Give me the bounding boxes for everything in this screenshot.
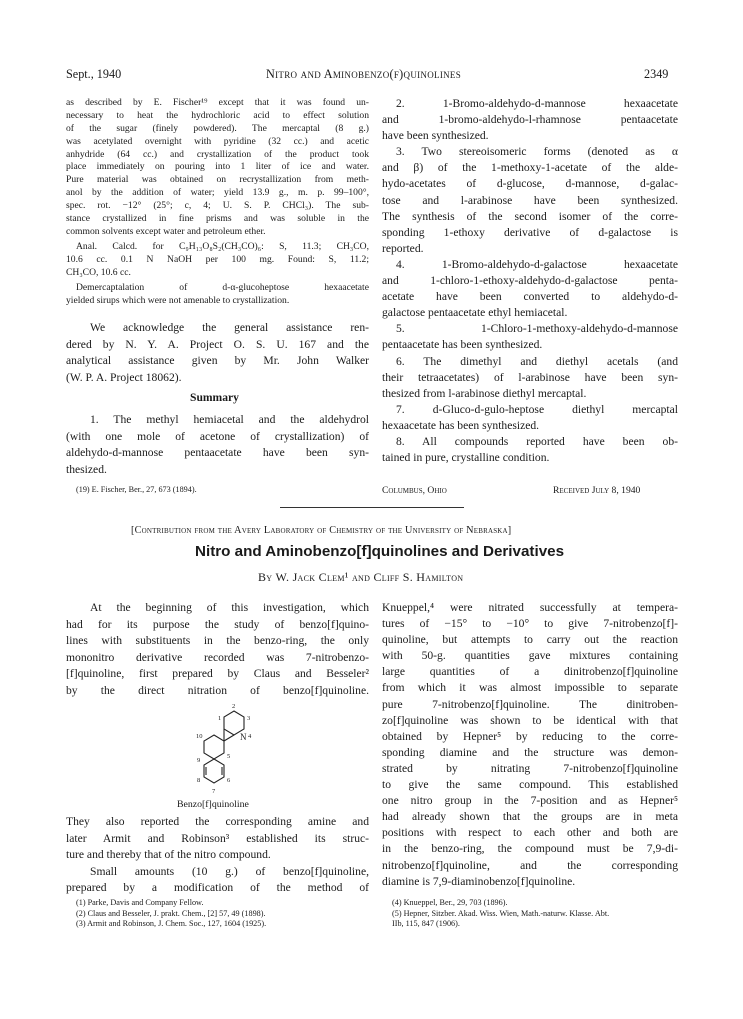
conclusion-line: hexaacetate has been synthesized. <box>382 418 540 432</box>
text-line: They also reported the corresponding amine and <box>66 815 369 828</box>
text-line: stance crystallized in fine prisms and was soluble in the <box>66 213 369 225</box>
text-line: mononitro derivative recorded was 7-nitrobenzo- <box>66 650 369 664</box>
atom-label: 5 <box>227 753 231 760</box>
text-line: place immediately on pouring into 1 liter of ice and water. <box>66 161 369 173</box>
conclusion-line: pentaacetate has been synthesized. <box>382 338 543 352</box>
article-title: Nitro and Aminobenzo[f]quinolines and Derivatives <box>195 543 565 560</box>
conclusion-line: 7. d-Gluco-d-gulo-heptose diethyl mercaptal <box>396 402 678 416</box>
analysis-line: 10.6 cc. 0.1 N NaOH per 100 mg. Found: S, 11.2; <box>66 253 369 265</box>
conclusion-line: and β) of the 1-methoxy-1-acetate of the alde- <box>382 161 678 175</box>
text-line: anhydride (64 cc.) and crystallization of the product took <box>66 148 369 160</box>
conclusion-line: thesized from l-arabinose diethyl mercaptal. <box>382 386 587 400</box>
footnote: (4) Knueppel, Ber., 29, 703 (1896). <box>392 898 508 907</box>
conclusion-line: 2. 1-Bromo-aldehydo-d-mannose hexaacetate <box>396 97 678 110</box>
text-line: (W. P. A. Project 18062). <box>66 370 182 384</box>
text-line: Pure material was obtained on recrystallization from meth- <box>66 174 369 186</box>
section-divider <box>280 507 464 508</box>
header-date: Sept., 1940 <box>66 67 122 81</box>
conclusion-line: acetate have been converted to aldehydo-d- <box>382 290 678 304</box>
conclusion-line: tose and l-arabinose have been synthesized. <box>382 193 678 207</box>
atom-label: 9 <box>197 757 201 764</box>
text-line: yielded sirups which were not amenable to crystallization. <box>66 294 290 306</box>
text-line: obtained by Hepner⁵ by reducing to the corre- <box>382 729 678 743</box>
footnote-19: (19) E. Fischer, Ber., 27, 673 (1894). <box>76 485 197 494</box>
text-line: analytical assistance given by Mr. John Walker <box>66 354 369 368</box>
benzo-ring <box>204 759 224 783</box>
conclusion-line: hydo-acetates of d-glucose, d-mannose, d-galac- <box>382 177 678 191</box>
left-column-top <box>66 97 369 307</box>
nitrogen-label: N <box>240 732 247 742</box>
text-line: Small amounts (10 g.) of benzo[f]quinoline, <box>90 864 369 878</box>
conclusion-line: and 1-bromo-aldehydo-l-rhamnose pentaacetate <box>382 113 678 127</box>
atom-label: 4 <box>248 733 252 740</box>
text-line: At the beginning of this investigation, which <box>90 601 369 614</box>
text-line: spec. rot. −12° (25°; c, 4; U. S. P. CHCl₃). The sub- <box>66 200 369 212</box>
conclusion-line: sponding 1-ethoxy derivative of d-galactose is <box>382 225 678 239</box>
atom-label: 7 <box>212 788 216 795</box>
text-line: pure 7-nitrobenzo[f]quinoline. The dinitroben- <box>382 697 678 711</box>
text-line: strated by nitrating 7-nitrobenzo[f]quinoline <box>382 761 678 775</box>
conclusion-line: 4. 1-Bromo-aldehydo-d-galactose hexaacetate <box>396 257 678 271</box>
footnote: IIb, 115, 847 (1906). <box>392 919 460 929</box>
text-line: from which it was almost impossible to separate <box>382 681 678 695</box>
text-line: prepared by a modification of the method of <box>66 881 369 895</box>
atom-label: 6 <box>227 777 231 784</box>
conclusion-line: 5. 1-Chloro-1-methoxy-aldehydo-d-mannose <box>396 322 678 336</box>
text-line: We acknowledge the general assistance ren- <box>90 321 369 334</box>
footnote: (2) Claus and Besseler, J. prakt. Chem., [2] 57, 49 (1898). <box>76 908 266 918</box>
conclusion-line: tained in pure, crystalline condition. <box>382 451 550 465</box>
footnote: (5) Hepner, Sitzber. Akad. Wiss. Wien, Math.-naturw. Klasse. Abt. <box>392 908 610 918</box>
summary-line: aldehydo-d-mannose pentaacetate have been syn- <box>66 446 369 460</box>
text-line: necessary to heat the hydrochloric acid to effect solution <box>66 109 369 121</box>
conclusion-line: reported. <box>382 241 424 255</box>
header-title: Nitro and Aminobenzo(f)quinolines <box>266 67 462 81</box>
right-column-top <box>382 97 678 467</box>
summary-line: thesized. <box>66 462 107 476</box>
atom-label: 2 <box>232 703 236 710</box>
signoff-received: Received July 8, 1940 <box>553 485 641 496</box>
text-line: Knueppel,⁴ were nitrated successfully at tempera- <box>382 601 678 614</box>
conclusion-line: 8. All compounds reported have been ob- <box>396 434 678 448</box>
atom-label: 10 <box>196 733 203 740</box>
text-line: anol by the addition of water; yield 13.9 g., m. p. 99–100°, <box>66 187 369 199</box>
text-line: sponding diamine and the structure was demon- <box>382 745 678 759</box>
text-line: tures of −15° to −10° to give 7-nitrobenzo[f]- <box>382 617 678 631</box>
text-line: of the sugar (finely powdered). The mercaptal (8 g.) <box>66 122 369 134</box>
text-line: to give the same compound. This established <box>382 778 678 792</box>
text-line: large quantities of a dinitrobenzo[f]quinoline <box>382 665 678 679</box>
footnotes-right <box>392 898 692 930</box>
conclusion-line: The synthesis of the second isomer of the corre- <box>382 209 678 223</box>
conclusion-line: their tetraacetates) of l-arabinose have been syn- <box>382 370 678 384</box>
text-line: in the benzo-ring, the compound must be 7,9-di- <box>382 842 678 856</box>
text-line: with 50-g. quantities gave mixtures containing <box>382 649 678 663</box>
summary-line: 1. The methyl hemiacetal and the aldehydrol <box>90 413 369 426</box>
text-line: diamine is 7,9-diaminobenzo[f]quinoline. <box>382 874 576 888</box>
middle-ring <box>204 735 224 759</box>
footnote: (3) Armit and Robinson, J. Chem. Soc., 127, 1604 (1925). <box>76 919 267 929</box>
conclusion-line: galactose pentaacetate ethyl hemiacetal. <box>382 306 568 320</box>
header-page-number: 2349 <box>644 67 669 81</box>
summary-line: (with one mole of acetone of crystallization) of <box>66 429 369 443</box>
text-line: Demercaptalation of d-α-glucoheptose hexaacetate <box>76 281 369 293</box>
atom-label: 8 <box>197 777 201 784</box>
text-line: lines with substituents in the benzo-ring, the only <box>66 634 369 648</box>
acknowledgement <box>66 321 369 387</box>
text-line: [f]quinoline, first prepared by Claus and Besseler² <box>66 667 369 681</box>
footnotes-left <box>76 898 376 930</box>
conclusion-line: 6. The dimethyl and diethyl acetals (and <box>396 354 678 368</box>
footnote: (1) Parke, Davis and Company Fellow. <box>76 898 204 907</box>
article-left-continued <box>66 815 369 898</box>
text-line: nitrobenzo[f]quinoline, and the corresponding <box>382 858 678 872</box>
analysis-line: CH₃CO, 10.6 cc. <box>66 266 131 278</box>
atom-label: 1 <box>218 715 222 722</box>
analysis-line: Anal. Calcd. for C₉H₁₃O₈S₂(CH₃CO)₆: S, 11.3; CH₃CO, <box>76 240 369 252</box>
text-line: as described by E. Fischer¹⁹ except that it was found un- <box>66 97 369 108</box>
text-line: by the direct nitration of benzo[f]quinoline. <box>66 683 369 697</box>
conclusion-line: and 1-chloro-1-ethoxy-aldehydo-d-galactose penta- <box>382 274 678 288</box>
text-line: had for its purpose the study of benzo[f]quino- <box>66 617 369 631</box>
conclusion-line: 3. Two stereoisomeric forms (denoted as α <box>396 145 678 159</box>
text-line: quinoline, but attempts to carry out the reaction <box>382 633 678 647</box>
text-line: later Armit and Robinson³ established its struc- <box>66 831 369 845</box>
contribution-line: [Contribution from the Avery Laboratory of Chemistry of the University of Nebraska] <box>131 525 512 536</box>
text-line: ture and thereby that of the nitro compound. <box>66 848 271 862</box>
benzoquinoline-structure <box>170 700 280 804</box>
text-line: zo[f]quinoline was shown to be identical with that <box>382 713 678 727</box>
article-left-intro <box>66 601 369 701</box>
signoff-place: Columbus, Ohio <box>382 485 447 496</box>
byline: By W. Jack Clem¹ and Cliff S. Hamilton <box>258 570 464 584</box>
text-line: common solvents except water and petroleum ether. <box>66 225 266 237</box>
atom-label: 3 <box>247 715 251 722</box>
structure-caption: Benzo[f]quinoline <box>177 799 249 810</box>
text-line: positions with respect to each other and both are <box>382 826 678 840</box>
conclusion-line: have been synthesized. <box>382 129 489 143</box>
article-right-column <box>382 601 678 891</box>
text-line: one nitro group in the 7-position and as Hepner⁵ <box>382 794 678 808</box>
summary-heading: Summary <box>190 391 239 404</box>
text-line: was acetylated overnight with pyridine (32 cc.) and acetic <box>66 135 369 147</box>
text-line: had already shown that the groups are in meta <box>382 810 678 824</box>
summary-list <box>66 413 369 479</box>
text-line: dered by N. Y. A. Project O. S. U. 167 and the <box>66 337 369 351</box>
